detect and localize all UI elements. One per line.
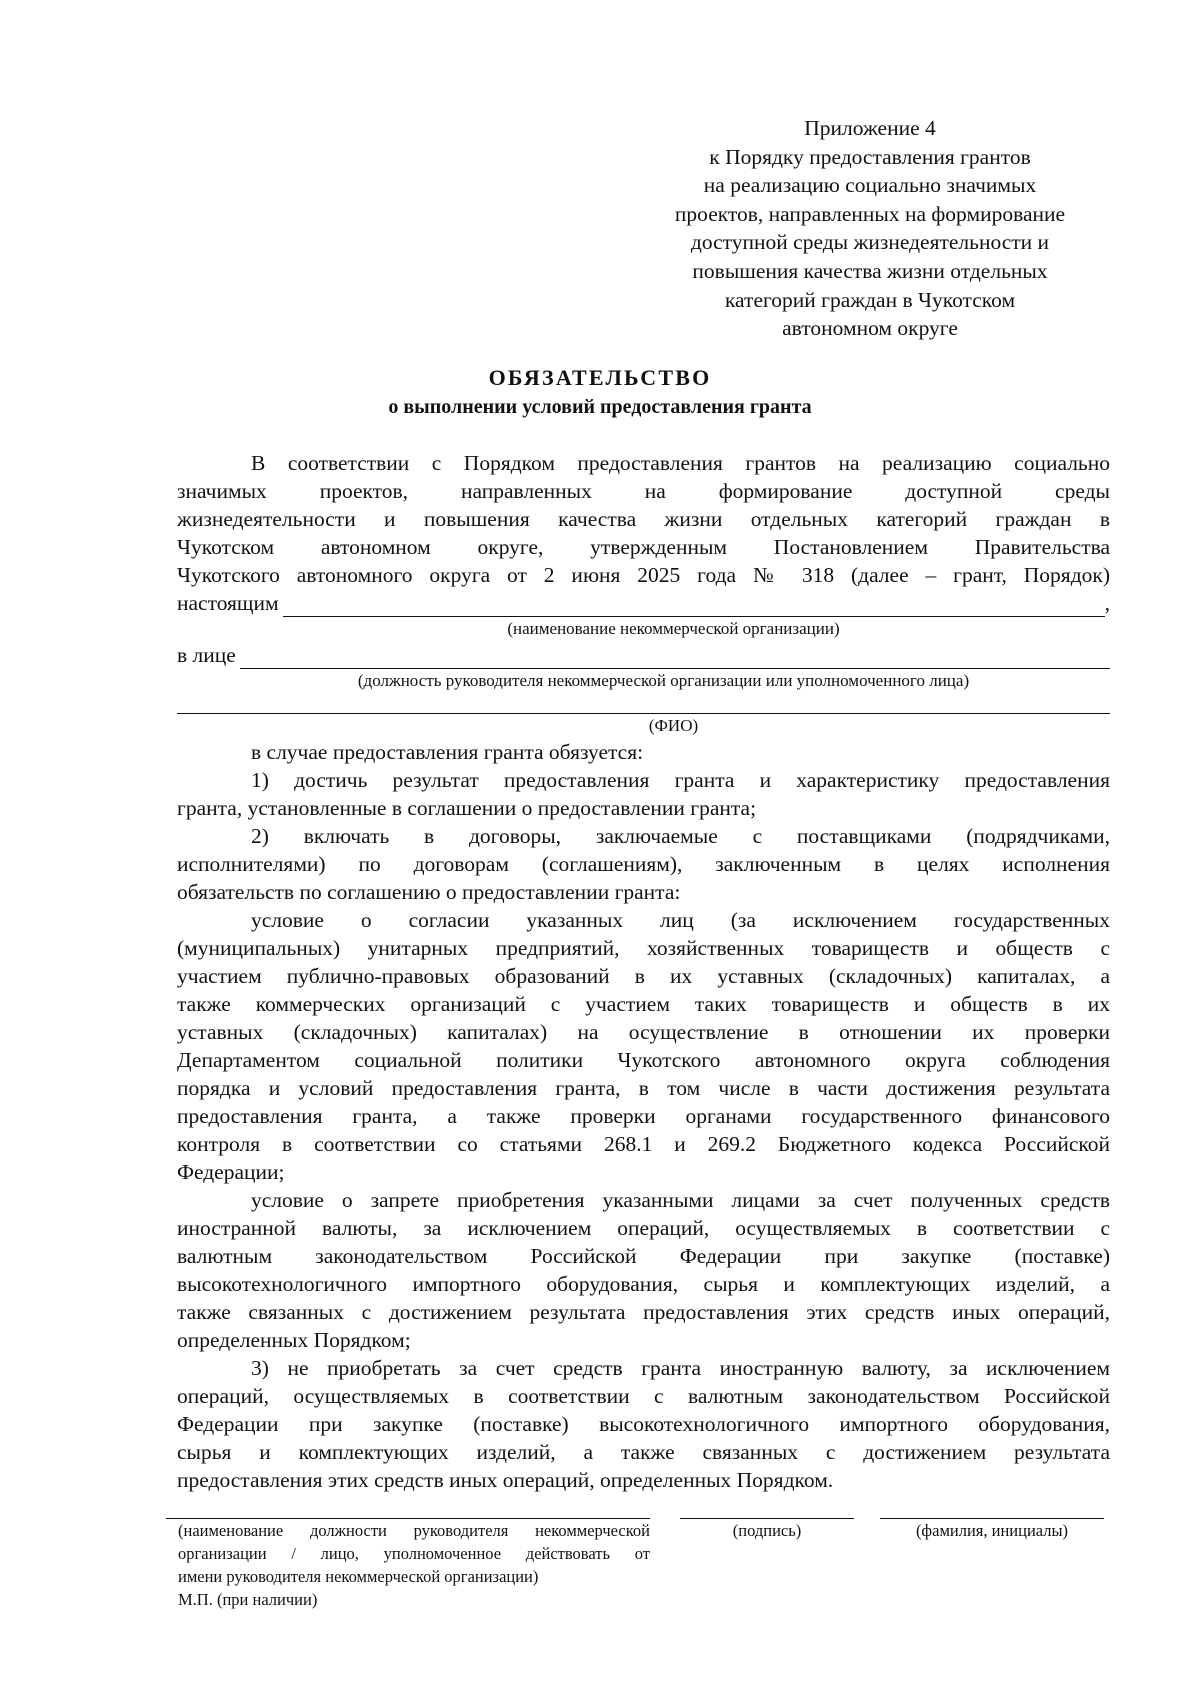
organization-field[interactable]	[177, 589, 1110, 617]
appendix-line: автономном округе	[782, 316, 958, 341]
item2-line: обязательств по соглашению о предоставлении гранта:	[177, 880, 681, 904]
position-caption-line: организации / лицо, уполномоченное действовать от	[178, 1544, 650, 1563]
document-body	[177, 449, 1110, 1494]
condition2-line: условие о запрете приобретения указанными лицами за счет полученных средств	[251, 1188, 1110, 1212]
appendix-line: Приложение 4	[804, 116, 936, 140]
condition1-line: порядка и условий предоставления гранта, в том числе в части достижения результата	[177, 1076, 1110, 1100]
person-caption: (должность руководителя некоммерческой организации или уполномоченного лица)	[357, 671, 970, 690]
document-title: ОБЯЗАТЕЛЬСТВО	[488, 365, 712, 390]
item3-line: операций, осуществляемых в соответствии с валютным законодательством Российской	[177, 1384, 1110, 1408]
name-caption: (фамилия, инициалы)	[915, 1521, 1069, 1540]
item1-line: 1) достичь результат предоставления гранта и характеристику предоставления	[251, 768, 1110, 792]
person-field[interactable]	[177, 641, 1110, 669]
position-caption-line: имени руководителя некоммерческой организации)	[178, 1567, 539, 1586]
condition1-line: также коммерческих организаций с участием таких товариществ и обществ в их	[177, 992, 1110, 1016]
appendix-line: проектов, направленных на формирование	[674, 201, 1066, 226]
condition1-line: Департаментом социальной политики Чукотского автономного округа соблюдения	[177, 1048, 1110, 1072]
item3-line: предоставления этих средств иных операций, определенных Порядком.	[177, 1468, 834, 1492]
condition2-line: также связанных с достижением результата предоставления этих средств иных операций,	[177, 1300, 1110, 1324]
condition1-line: (муниципальных) унитарных предприятий, хозяйственных товариществ и обществ с	[177, 936, 1110, 960]
condition2-line: высокотехнологичного импортного оборудования, сырья и комплектующих изделий, а	[177, 1272, 1110, 1296]
item3-line: сырья и комплектующих изделий, а также связанных с достижением результата	[177, 1440, 1110, 1464]
condition1-line: Федерации;	[177, 1160, 285, 1184]
position-caption	[166, 1519, 650, 1611]
obligation-intro: в случае предоставления гранта обязуется:	[251, 740, 644, 764]
condition1-line: участием публично-правовых образований в их уставных (складочных) капиталах, а	[177, 964, 1110, 988]
item1-line: гранта, установленные в соглашении о предоставлении гранта;	[177, 796, 757, 820]
item2-line: 2) включать в договоры, заключаемые с поставщиками (подрядчиками,	[251, 824, 1110, 848]
condition1-line: уставных (складочных) капиталах) на осуществление в отношении их проверки	[177, 1020, 1110, 1044]
intro-line: Чукотском автономном округе, утвержденным Постановлением Правительства	[177, 535, 1110, 559]
stamp-note: М.П. (при наличии)	[178, 1590, 318, 1609]
appendix-line: категорий граждан в Чукотском	[724, 287, 1016, 312]
signature-name-block	[880, 1514, 1104, 1542]
signature-sign-block	[680, 1514, 854, 1542]
person-label: в лице	[177, 643, 236, 667]
present-label: настоящим	[177, 591, 279, 615]
present-comma: ,	[1104, 591, 1110, 615]
condition1-line: предоставления гранта, а также проверки органами государственного финансового	[177, 1104, 1110, 1128]
fio-caption: (ФИО)	[648, 716, 699, 735]
organization-caption: (наименование некоммерческой организации)	[507, 619, 840, 638]
intro-line: жизнедеятельности и повышения качества жизни отдельных категорий граждан в	[177, 507, 1110, 531]
appendix-line: к Порядку предоставления грантов	[709, 144, 1031, 169]
condition1-line: контроля в соответствии со статьями 268.1 и 269.2 Бюджетного кодекса Российской	[177, 1132, 1110, 1156]
item3-line: Федерации при закупке (поставке) высокотехнологичного импортного оборудования,	[177, 1412, 1110, 1436]
intro-line: В соответствии с Порядком предоставления грантов на реализацию социально	[251, 451, 1110, 475]
appendix-header	[650, 114, 1090, 343]
condition2-line: определенных Порядком;	[177, 1328, 411, 1352]
signature-position-block	[166, 1514, 650, 1611]
item2-line: исполнителями) по договорам (соглашениям), заключенным в целях исполнения	[177, 852, 1110, 876]
condition1-line: условие о согласии указанных лиц (за исключением государственных	[251, 908, 1110, 932]
condition2-line: иностранной валюты, за исключением операций, осуществляемых в соответствии с	[177, 1216, 1110, 1240]
signature-caption: (подпись)	[732, 1521, 802, 1540]
intro-line: Чукотского автономного округа от 2 июня 2025 года № 318 (далее – грант, Порядок)	[177, 563, 1110, 587]
document-subtitle: о выполнении условий предоставления гранта	[388, 396, 812, 418]
item3-line: 3) не приобретать за счет средств гранта иностранную валюту, за исключением	[251, 1356, 1110, 1380]
position-caption-line: (наименование должности руководителя некоммерческой	[178, 1521, 650, 1540]
organization-blank-line[interactable]	[283, 596, 1105, 617]
intro-line: значимых проектов, направленных на формирование доступной среды	[177, 479, 1110, 503]
fio-blank-line[interactable]	[177, 693, 1110, 714]
condition2-line: валютным законодательством Российской Федерации при закупке (поставке)	[177, 1244, 1110, 1268]
appendix-line: доступной среды жизнедеятельности и	[690, 230, 1050, 255]
person-blank-line[interactable]	[240, 648, 1110, 669]
appendix-line: на реализацию социально значимых	[703, 173, 1037, 198]
appendix-line: повышения качества жизни отдельных	[692, 258, 1048, 283]
